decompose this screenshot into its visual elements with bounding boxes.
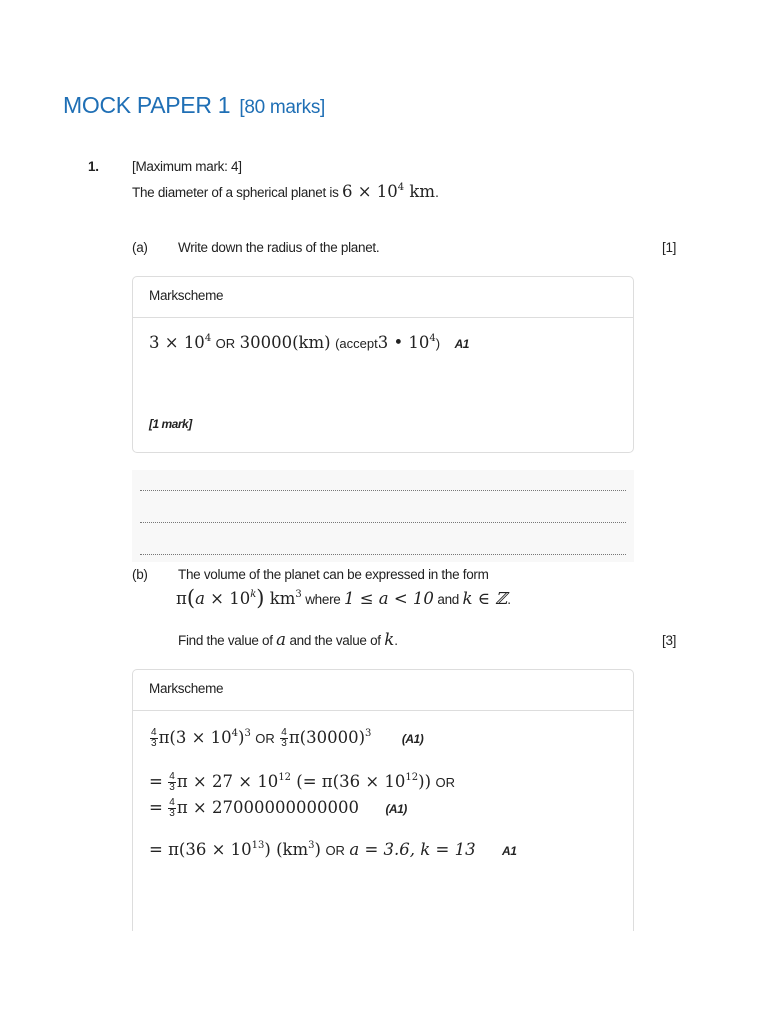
fraction-den-3: 3 xyxy=(169,808,175,820)
line-2-math xyxy=(177,772,431,791)
line-4-mark: A1 xyxy=(502,844,517,858)
part-a-markscheme-heading: Markscheme xyxy=(133,277,633,318)
line-4-unit-close: ) xyxy=(314,840,321,859)
form-times: × 10 xyxy=(210,589,251,608)
part-b-markscheme-heading: Markscheme xyxy=(133,670,633,711)
accept-math xyxy=(378,333,436,352)
part-a-text: Write down the radius of the planet. xyxy=(178,240,380,255)
line-1-base: π(3 × 10 xyxy=(158,728,232,747)
part-b-form-math: $\pi(a \times 10^k)$ $km^3$ xyxy=(176,586,302,610)
where-label: where xyxy=(305,592,341,607)
part-b-text: The volume of the planet can be expressed in the form xyxy=(178,567,489,582)
line-2-base: π × 27 × 10 xyxy=(176,772,279,791)
find-k: k xyxy=(384,630,395,649)
line-2-paren: (= π(36 × 10 xyxy=(296,772,406,791)
part-b-scheme-line-3 xyxy=(149,798,407,819)
fraction-4-3 xyxy=(150,728,158,749)
answer-line-1 xyxy=(140,490,626,491)
part-b-label: (b) xyxy=(132,567,148,582)
line-1-alt-pow: 3 xyxy=(365,728,372,739)
paper-title-text: MOCK PAPER 1 xyxy=(63,92,231,118)
part-a-markscheme-box xyxy=(132,276,634,453)
part-b-markscheme-box xyxy=(132,669,634,931)
answer-line-2 xyxy=(140,522,626,523)
line-3-eq: = xyxy=(149,798,163,817)
part-b-form xyxy=(176,586,511,610)
condition-end: . xyxy=(507,592,511,607)
part-b-marks: [3] xyxy=(662,633,677,648)
accept-base: 3 • 10 xyxy=(377,333,430,352)
line-2-paren-exp: 12 xyxy=(405,772,419,783)
answer-line-3 xyxy=(140,554,626,555)
form-unit: km xyxy=(269,589,296,608)
condition-2: k ∈ ℤ xyxy=(462,589,508,608)
part-a-answer-2: 30000(km) xyxy=(239,333,331,352)
or-label: OR xyxy=(215,336,236,351)
part-b-scheme-line-2 xyxy=(149,772,455,793)
find-a: a xyxy=(276,630,287,649)
line-4-or: OR xyxy=(325,843,345,858)
and-label: and xyxy=(437,592,460,607)
intro-math-exp: 4 xyxy=(397,182,405,193)
part-a-scheme-line xyxy=(149,333,469,353)
form-unit-exp: 3 xyxy=(295,589,302,600)
line-1-exp: 4 xyxy=(231,728,239,739)
intro-math-unit: km xyxy=(409,182,436,201)
line-3-mark: (A1) xyxy=(385,802,407,816)
line-4-exp: 13 xyxy=(251,840,265,851)
line-1-alt xyxy=(289,728,372,747)
fraction-den: 3 xyxy=(151,738,157,750)
form-a: a xyxy=(195,589,205,608)
part-a-answer-1 xyxy=(149,333,211,352)
fraction-num-2: 4 xyxy=(169,771,175,783)
intro-math-base: 6 × 10 xyxy=(341,182,398,201)
line-4-close: ) (km xyxy=(264,840,309,859)
fraction-4-3-line-3 xyxy=(168,798,176,819)
fraction-4-3-line-2 xyxy=(168,772,176,793)
form-k: k xyxy=(250,589,257,600)
line-4-unit-exp: 3 xyxy=(308,840,315,851)
fraction-den-alt: 3 xyxy=(281,738,287,750)
paper-total-marks: [80 marks] xyxy=(239,97,326,118)
part-a-label: (a) xyxy=(132,240,148,255)
line-4-answer: a = 3.6, k = 13 xyxy=(349,840,476,859)
line-4-base: = π(36 × 10 xyxy=(149,840,252,859)
fraction-num: 4 xyxy=(151,727,157,739)
part-b-scheme-line-4 xyxy=(149,840,516,860)
part-b-scheme-line-1 xyxy=(149,728,423,749)
find-text-1: Find the value of xyxy=(178,633,273,648)
question-number: 1. xyxy=(88,159,99,174)
question-intro xyxy=(132,182,439,201)
fraction-num-alt: 4 xyxy=(281,727,287,739)
question-intro-math xyxy=(342,182,435,201)
accept-exp: 4 xyxy=(429,333,436,344)
answer-1-base: 3 × 10 xyxy=(149,333,205,352)
line-1-math xyxy=(159,728,251,747)
part-a-total-mark: [1 mark] xyxy=(149,417,192,431)
line-2-paren-close: )) xyxy=(418,772,432,791)
line-3-math: π × 27000000000000 xyxy=(176,798,359,817)
find-end: . xyxy=(394,633,398,648)
accept-close: ) xyxy=(435,336,441,351)
part-b-find xyxy=(178,630,398,649)
line-1-close: ) xyxy=(238,728,245,747)
form-pi: π xyxy=(176,589,187,608)
find-text-2: and the value of xyxy=(289,633,381,648)
line-1-alt-base: π(30000) xyxy=(288,728,366,747)
line-4-math xyxy=(149,840,321,859)
line-2-eq: = xyxy=(149,772,163,791)
line-2-or: OR xyxy=(435,775,455,790)
fraction-num-3: 4 xyxy=(169,797,175,809)
paper-title xyxy=(63,92,325,119)
part-a-marks: [1] xyxy=(662,240,677,255)
accept-open: (accept xyxy=(335,336,378,351)
part-a-award-mark: A1 xyxy=(454,337,469,351)
question-max-mark: [Maximum mark: 4] xyxy=(132,159,242,174)
line-1-pow: 3 xyxy=(244,728,251,739)
question-intro-text: The diameter of a spherical planet is xyxy=(132,185,339,200)
line-1-or: OR xyxy=(255,731,275,746)
condition-1: 1 ≤ a < 10 xyxy=(343,589,434,608)
line-1-mark: (A1) xyxy=(401,732,424,746)
answer-writing-area[interactable] xyxy=(132,470,634,562)
intro-end: . xyxy=(435,185,439,200)
fraction-den-2: 3 xyxy=(169,782,175,794)
line-2-exp: 12 xyxy=(278,772,292,783)
fraction-4-3-alt xyxy=(280,728,288,749)
answer-1-exp: 4 xyxy=(204,333,212,344)
